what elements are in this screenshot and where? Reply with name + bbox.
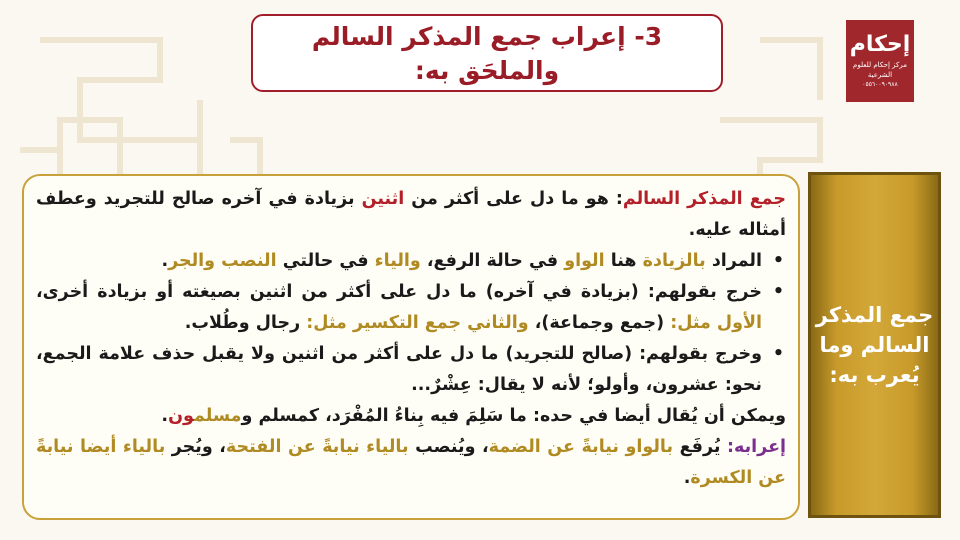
b1-text-3: في حالة الرفع، bbox=[420, 251, 565, 271]
definition-two: اثنين bbox=[361, 189, 405, 209]
also-paragraph bbox=[36, 401, 786, 432]
list-item bbox=[36, 246, 762, 277]
b2-first: الأول مثل: bbox=[670, 313, 762, 333]
irab-text-3: ، ويُجر bbox=[165, 437, 226, 457]
list-item bbox=[36, 339, 762, 401]
title-line-1: 3- إعراب جمع المذكر السالم bbox=[311, 22, 663, 51]
b2-text-3: رجال وطُلاب. bbox=[184, 313, 307, 333]
definition-paragraph bbox=[36, 184, 786, 246]
brand-logo bbox=[846, 20, 914, 102]
b1-text-4: في حالتي bbox=[276, 251, 375, 271]
logo-subtitle: مركز إحكام للعلوم الشرعية bbox=[853, 61, 907, 79]
logo-name: إحكام bbox=[849, 32, 911, 57]
b1-nasb: النصب والجر bbox=[168, 251, 277, 271]
irab-text-1: يُرفَع bbox=[673, 437, 727, 457]
definition-text-1: : هو ما دل على أكثر من bbox=[404, 189, 623, 209]
b1-yaa: والياء bbox=[374, 251, 421, 271]
b1-waw: الواو bbox=[564, 251, 605, 271]
b2-text-1: خرج بقولهم: (بزيادة في آخره) ما دل على أكثر من اثنين بصيغته أو بزيادة أخرى، bbox=[36, 282, 762, 302]
irab-label: إعرابه: bbox=[727, 437, 787, 457]
also-muslim: مسلم bbox=[193, 406, 242, 426]
side-label-box bbox=[808, 172, 941, 518]
notes-list bbox=[36, 246, 786, 401]
list-item bbox=[36, 277, 762, 339]
also-uun: ون bbox=[168, 406, 194, 426]
content-text bbox=[36, 184, 786, 494]
logo-number: ٠٥٥٦٠٠٩٠٩٨٨ bbox=[862, 81, 898, 88]
title-line-2: والملحَق به: bbox=[414, 56, 560, 85]
slide-title bbox=[251, 14, 723, 92]
irab-text-4: . bbox=[683, 468, 691, 488]
irab-yaa-fath: بالياء نيابةً عن الفتحة bbox=[225, 437, 409, 457]
also-text-2: . bbox=[161, 406, 169, 426]
irab-paragraph bbox=[36, 432, 786, 494]
side-label: جمع المذكر السالم وما يُعرب به: bbox=[815, 303, 934, 387]
also-text-1: ويمكن أن يُقال أيضا في حده: ما سَلِمَ فيه بِناءُ المُفْرَد، كمسلم و bbox=[241, 406, 786, 426]
b1-text-2: هنا bbox=[604, 251, 643, 271]
irab-yaa-kasr: بالياء أيضا نيابةً عن الكسرة bbox=[36, 437, 786, 488]
b2-text-2: (جمع وجماعة)، bbox=[528, 313, 671, 333]
b1-ziyada: بالزيادة bbox=[642, 251, 706, 271]
b3-text: وخرج بقولهم: (صالح للتجريد) ما دل على أكثر من اثنين ولا يقبل حذف علامة الجمع، نحو: عشرون، وأولو؛ لأنه لا يقال: عِشْرٌ... bbox=[36, 344, 762, 395]
definition-text-2: بزيادة في آخره صالح للتجريد وعطف أمثاله عليه. bbox=[36, 189, 786, 240]
irab-text-2: ، ويُنصب bbox=[408, 437, 489, 457]
irab-waw: بالواو نيابةً عن الضمة bbox=[488, 437, 674, 457]
b1-text-1: المراد bbox=[705, 251, 762, 271]
b2-second: والثاني جمع التكسير مثل: bbox=[306, 313, 529, 333]
b1-text-5: . bbox=[161, 251, 169, 271]
definition-term: جمع المذكر السالم bbox=[622, 189, 786, 209]
